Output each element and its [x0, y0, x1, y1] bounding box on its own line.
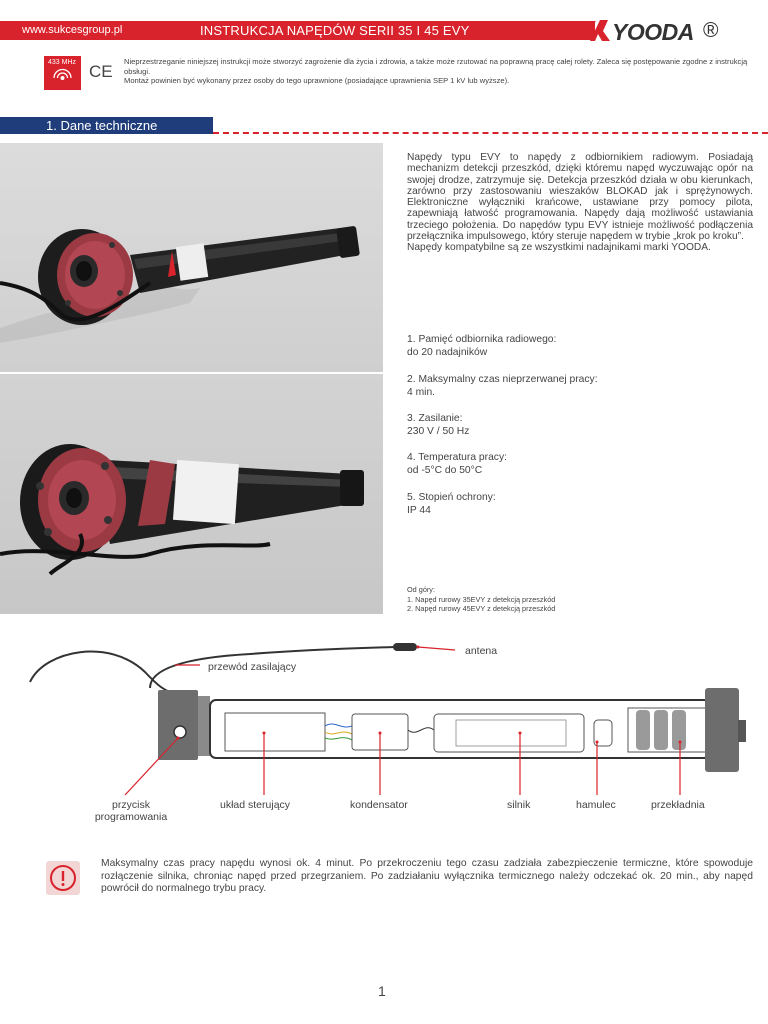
spec-value: 230 V / 50 Hz: [407, 425, 470, 437]
spec-title: 2. Maksymalny czas nieprzerwanej pracy:: [407, 374, 598, 385]
logo-mark-icon: [590, 20, 610, 41]
badge-frequency-label: 433 MHz: [48, 59, 77, 66]
thermal-warning-text: Maksymalny czas pracy napędu wynosi ok. 4 minut. Po przekroczeniu tego czasu zadziała zabezpieczenie termiczne, które spowoduje rozłączenie silnika, chroniąc napęd przed przegrzaniem. Po zadziałaniu wyłącznika termicznego należy odczekać ok. 20 min., aby napęd powrócił do normalnego trybu pracy.: [101, 858, 753, 895]
safety-notice: [124, 57, 754, 86]
spec-item: [407, 413, 469, 438]
ce-mark-icon: CE: [89, 62, 113, 81]
antenna-tip: [393, 643, 417, 651]
spec-item: [407, 334, 556, 359]
header-url[interactable]: www.sukcesgroup.pl: [22, 24, 123, 36]
notice-line-1: Nieprzestrzeganie niniejszej instrukcji może stworzyć zagrożenie dla życia i zdrowia, a także może rzutować na poprawną pracę całej rolety. Zaleca się postępowanie zgodne z instrukcją obsługi.: [124, 57, 748, 76]
product-description: [407, 152, 753, 254]
photo-caption: [407, 585, 555, 614]
motor-45evy-illustration: [0, 374, 383, 614]
spec-item: [407, 452, 507, 477]
label-motor: silnik: [507, 799, 531, 811]
label-brake: hamulec: [576, 799, 616, 811]
radio-waves-icon: [44, 56, 81, 90]
label-control-unit: układ sterujący: [220, 799, 291, 811]
motor-photo-45evy: [0, 374, 383, 614]
label-gearbox: przekładnia: [651, 799, 705, 811]
notice-line-2: Montaż powinien być wykonany przez osoby do tego uprawnione (posiadające uprawnienia SEP 1 kV lub wyższe).: [124, 76, 510, 86]
label-antenna: antena: [465, 645, 498, 657]
spec-title: 4. Temperatura pracy:: [407, 452, 507, 463]
motor-35evy-illustration: [0, 143, 383, 372]
label-programming-button-line-2: programowania: [94, 811, 168, 823]
power-cable: [30, 652, 170, 692]
motor-head: [158, 690, 198, 760]
pointer-programming-button: [125, 738, 178, 795]
motor-photo-35evy: [0, 143, 383, 372]
radio-433mhz-badge: [44, 56, 81, 90]
motor-end-cap: [705, 688, 739, 772]
spec-title: 3. Zasilanie:: [407, 413, 463, 424]
exclamation-icon: [46, 861, 80, 895]
caption-line-3: 2. Napęd rurowy 45EVY z detekcją przeszkód: [407, 604, 556, 613]
spec-item: [407, 492, 496, 517]
caption-line-1: Od góry:: [407, 585, 435, 594]
logo-registered-mark: ®: [703, 19, 719, 42]
caption-line-2: 1. Napęd rurowy 35EVY z detekcją przeszkód: [407, 594, 556, 604]
logo-text: YOODA: [612, 19, 694, 45]
spec-value: do 20 nadajników: [407, 346, 488, 358]
pointer-antenna: [418, 647, 455, 650]
label-capacitor: kondensator: [350, 799, 408, 811]
motor-cross-section-diagram: [0, 630, 768, 840]
document-title: INSTRUKCJA NAPĘDÓW SERII 35 I 45 EVY: [200, 23, 470, 38]
section-divider: [213, 132, 768, 134]
spec-title: 1. Pamięć odbiornika radiowego:: [407, 334, 557, 345]
description-paragraph-1: Napędy typu EVY to napędy z odbiornikiem radiowym. Posiadają mechanizm detekcji przeszkód, dzięki któremu napęd wyczuwając opór na swojej drodze, zatrzymuje się. Detekcja przeszkód działa w obu kierunkach, zarówno przy zastosowaniu wieszaków BLOKAD jak i sprężynowych. Elektroniczne wyłączniki krańcowe, ustawiane przy pomocy pilota, zapewniają łatwość programowania. Napędy dają możliwość ustawiania trzeciego położenia. Do napędów typu EVY istnieje możliwość podłączenia przełącznika impulsowego, który steruje napędem w trybie „krok po kroku”.: [407, 152, 753, 243]
control-board: [225, 713, 325, 751]
label-programming-button-line-1: przycisk: [112, 799, 150, 811]
description-paragraph-2: Napędy kompatybilne są ze wszystkimi nadajnikami marki YOODA.: [407, 242, 711, 254]
page-number: 1: [378, 983, 386, 999]
label-programming-button: [82, 799, 180, 823]
spec-value: IP 44: [407, 504, 431, 516]
label-power-cable: przewód zasilający: [208, 661, 297, 673]
spec-title: 5. Stopień ochrony:: [407, 492, 496, 503]
spec-item: [407, 374, 598, 399]
spec-value: 4 min.: [407, 386, 436, 398]
programming-button-hole: [174, 726, 186, 738]
warning-icon-box: [46, 861, 80, 895]
section-title: 1. Dane techniczne: [46, 118, 158, 133]
spec-value: od -5°C do 50°C: [407, 464, 483, 476]
